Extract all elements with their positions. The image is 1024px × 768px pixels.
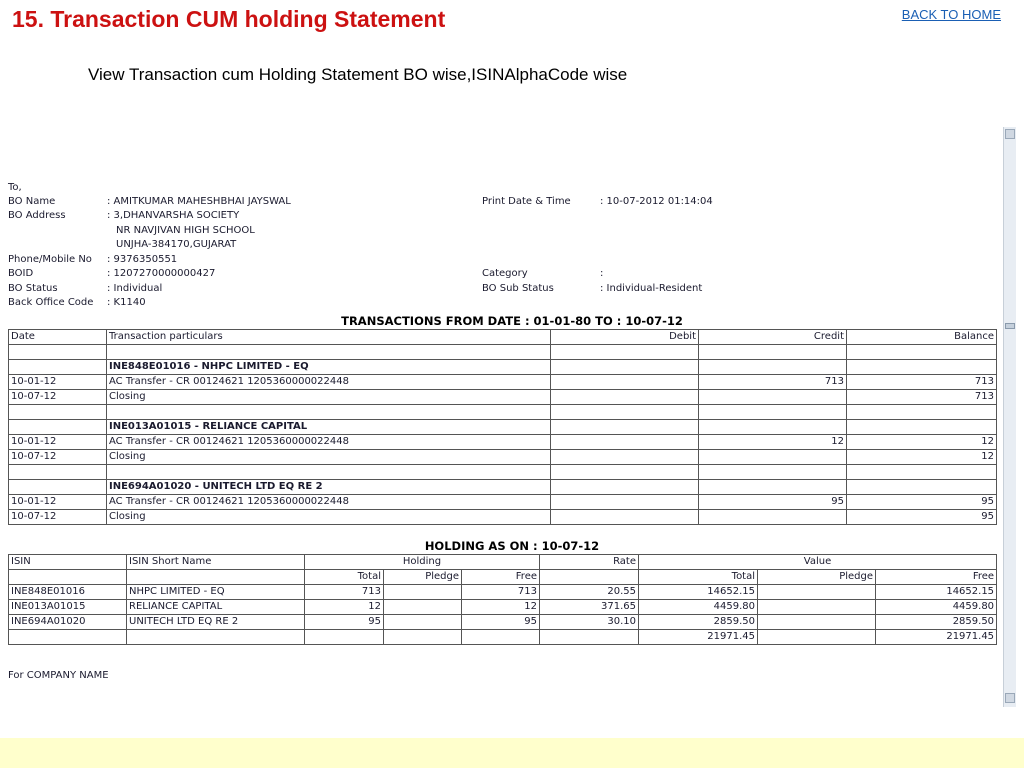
empty-cell [551,465,699,480]
grand-total-free: 21971.45 [876,630,997,645]
empty-cell [699,480,847,495]
statement-document [8,181,996,681]
col-header-isin: ISIN [9,555,127,570]
isin-section-title: INE848E01016 - NHPC LIMITED - EQ [107,360,551,375]
col-header-holding: Holding [305,555,540,570]
holding-free: 713 [462,585,540,600]
txn-particulars: Closing [107,510,551,525]
empty-cell [551,405,699,420]
empty-cell [699,405,847,420]
holding-rate: 20.55 [540,585,639,600]
holding-row [9,600,997,615]
scroll-up-arrow-icon[interactable] [1005,129,1015,139]
empty-cell [699,465,847,480]
back-office-label: Back Office Code [8,297,94,308]
empty-cell [9,630,127,645]
empty-cell [127,630,305,645]
isin-section-row [9,420,997,435]
value-free: 2859.50 [876,615,997,630]
scroll-down-arrow-icon[interactable] [1005,693,1015,703]
holding-free: 12 [462,600,540,615]
boid-label: BOID [8,268,34,279]
bo-name-label: BO Name [8,196,56,207]
txn-balance: 713 [847,375,997,390]
to-label: To, [8,182,22,193]
holding-total: 713 [305,585,384,600]
empty-cell [847,420,997,435]
txn-credit [699,450,847,465]
holdings-total-row [9,630,997,645]
isin-section-title: INE013A01015 - RELIANCE CAPITAL [107,420,551,435]
empty-cell [847,405,997,420]
transaction-row [9,495,997,510]
print-date-value: : 10-07-2012 01:14:04 [600,196,713,207]
empty-cell [699,420,847,435]
transaction-row [9,510,997,525]
holdings-subheader-row [9,570,997,585]
empty-cell [107,465,551,480]
value-total: 2859.50 [639,615,758,630]
empty-cell [758,630,876,645]
scroll-thumb[interactable] [1005,323,1015,329]
holding-rate: 30.10 [540,615,639,630]
empty-cell [9,465,107,480]
bo-status-value: : Individual [107,283,163,294]
txn-credit [699,510,847,525]
bo-address-line-1: : 3,DHANVARSHA SOCIETY [107,210,240,221]
col-header-balance: Balance [847,330,997,345]
empty-cell [107,405,551,420]
txn-balance: 12 [847,450,997,465]
phone-value: : 9376350551 [107,254,178,265]
empty-cell [847,360,997,375]
subheader-holding-free: Free [462,570,540,585]
holding-total: 12 [305,600,384,615]
holding-rate: 371.65 [540,600,639,615]
transaction-row [9,450,997,465]
bo-sub-status-label: BO Sub Status [482,283,554,294]
col-header-debit: Debit [551,330,699,345]
print-date-label: Print Date & Time [482,196,571,207]
empty-cell [551,480,699,495]
txn-particulars: AC Transfer - CR 00124621 1205360000022448 [107,375,551,390]
empty-cell [551,360,699,375]
txn-balance: 12 [847,435,997,450]
transaction-row [9,435,997,450]
txn-debit [551,495,699,510]
txn-particulars: Closing [107,390,551,405]
txn-debit [551,435,699,450]
txn-balance: 95 [847,495,997,510]
holding-short-name: RELIANCE CAPITAL [127,600,305,615]
empty-cell [551,345,699,360]
holding-pledge [384,615,462,630]
bo-address-line-3: UNJHA-384170,GUJARAT [116,239,237,250]
subheader-value-free: Free [876,570,997,585]
txn-debit [551,375,699,390]
slide-subtitle: View Transaction cum Holding Statement BO wise,ISINAlphaCode wise [88,65,628,84]
txn-debit [551,390,699,405]
bo-status-label: BO Status [8,283,58,294]
empty-cell [540,630,639,645]
holding-total: 95 [305,615,384,630]
subheader-holding-total: Total [305,570,384,585]
txn-date: 10-07-12 [9,510,107,525]
value-pledge [758,615,876,630]
value-total: 4459.80 [639,600,758,615]
txn-debit [551,450,699,465]
value-pledge [758,600,876,615]
bo-name-value: : AMITKUMAR MAHESHBHAI JAYSWAL [107,196,291,207]
back-office-value: : K1140 [107,297,146,308]
empty-cell [847,480,997,495]
col-header-short-name: ISIN Short Name [127,555,305,570]
holding-isin: INE848E01016 [9,585,127,600]
col-header-value: Value [639,555,997,570]
txn-date: 10-01-12 [9,435,107,450]
transaction-row [9,390,997,405]
subheader-value-total: Total [639,570,758,585]
empty-cell [9,345,107,360]
txn-balance: 95 [847,510,997,525]
txn-debit [551,510,699,525]
holding-pledge [384,600,462,615]
empty-cell [9,420,107,435]
empty-cell [699,360,847,375]
company-footer: For COMPANY NAME [8,670,109,681]
transactions-table [8,329,997,525]
bo-address-label: BO Address [8,210,66,221]
holding-free: 95 [462,615,540,630]
txn-date: 10-07-12 [9,390,107,405]
col-header-rate: Rate [540,555,639,570]
value-pledge [758,585,876,600]
empty-cell [9,360,107,375]
blank-row [9,405,997,420]
holding-short-name: NHPC LIMITED - EQ [127,585,305,600]
isin-section-row [9,480,997,495]
holding-isin: INE694A01020 [9,615,127,630]
col-header-particulars: Transaction particulars [107,330,551,345]
holding-short-name: UNITECH LTD EQ RE 2 [127,615,305,630]
isin-section-row [9,360,997,375]
txn-credit: 95 [699,495,847,510]
txn-credit [699,390,847,405]
blank-row [9,345,997,360]
txn-particulars: Closing [107,450,551,465]
empty-cell [305,630,384,645]
back-to-home-link[interactable]: BACK TO HOME [901,7,1001,22]
value-total: 14652.15 [639,585,758,600]
empty-cell [551,420,699,435]
holding-pledge [384,585,462,600]
empty-cell [9,480,107,495]
empty-cell [847,465,997,480]
txn-particulars: AC Transfer - CR 00124621 1205360000022448 [107,435,551,450]
txn-date: 10-07-12 [9,450,107,465]
blank-row [9,465,997,480]
txn-date: 10-01-12 [9,495,107,510]
holding-row [9,585,997,600]
slide-bottom-band [0,738,1024,768]
empty-cell [384,630,462,645]
col-header-date: Date [9,330,107,345]
holdings-header-row [9,555,997,570]
txn-credit: 713 [699,375,847,390]
transactions-header-row [9,330,997,345]
isin-section-title: INE694A01020 - UNITECH LTD EQ RE 2 [107,480,551,495]
phone-label: Phone/Mobile No [8,254,92,265]
holding-row [9,615,997,630]
empty-cell [699,345,847,360]
value-free: 4459.80 [876,600,997,615]
holding-isin: INE013A01015 [9,600,127,615]
txn-particulars: AC Transfer - CR 00124621 1205360000022448 [107,495,551,510]
subheader-value-pledge: Pledge [758,570,876,585]
grand-total-value: 21971.45 [639,630,758,645]
vertical-scrollbar[interactable] [1003,127,1016,707]
bo-address-line-2: NR NAVJIVAN HIGH SCHOOL [116,225,255,236]
holdings-title: HOLDING AS ON : 10-07-12 [424,539,600,553]
category-value: : [600,268,604,279]
statement-header [8,181,996,314]
empty-cell [9,405,107,420]
boid-value: : 1207270000000427 [107,268,216,279]
transactions-title: TRANSACTIONS FROM DATE : 01-01-80 TO : 10-07-12 [341,314,683,328]
transaction-row [9,375,997,390]
holdings-table [8,554,997,645]
slide-title: 15. Transaction CUM holding Statement [12,6,446,32]
bo-sub-status-value: : Individual-Resident [600,283,703,294]
category-label: Category [482,268,528,279]
subheader-holding-pledge: Pledge [384,570,462,585]
txn-credit: 12 [699,435,847,450]
empty-cell [847,345,997,360]
empty-cell [107,345,551,360]
value-free: 14652.15 [876,585,997,600]
col-header-credit: Credit [699,330,847,345]
txn-date: 10-01-12 [9,375,107,390]
empty-cell [462,630,540,645]
txn-balance: 713 [847,390,997,405]
